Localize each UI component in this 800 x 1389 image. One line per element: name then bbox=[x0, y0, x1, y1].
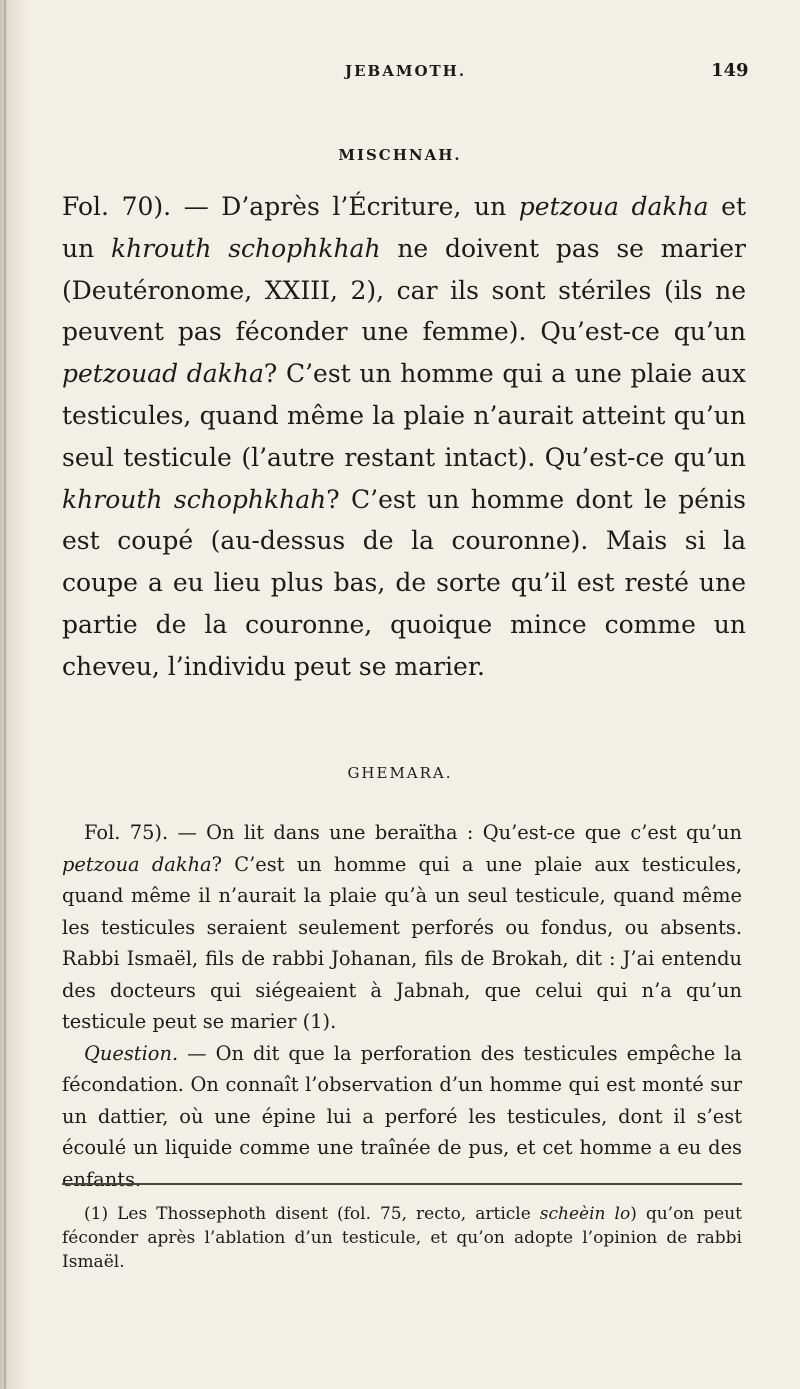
text-run: ) qu’on peut féconder après l’ablation d’un testicule, et qu’on adopte l’opinion de rabbi Ismaël. bbox=[62, 1204, 742, 1272]
italic-term: Question. bbox=[84, 1041, 179, 1065]
ghemara-body bbox=[62, 817, 742, 1195]
text-run: ? C’est un homme dont le pénis est coupé (au-dessus de la couronne). Mais si la coupe a eu lieu plus bas, de sorte qu’il est resté une partie de la couronne, quoique mince comme un cheveu, l’individu peut se marier. bbox=[62, 484, 746, 681]
text-run: Fol. 75). — On lit dans une beraïtha : Qu’est-ce que c’est qu’un bbox=[84, 821, 742, 844]
ghemara-heading: GHEMARA. bbox=[347, 764, 453, 782]
text-run: ? C’est un homme qui a une plaie aux testicules, quand même la plaie n’aurait atteint qu’un seul testicule (l’autre restant intact). Qu’est-ce qu’un bbox=[62, 359, 746, 472]
text-run: et un bbox=[62, 192, 746, 263]
text-run: ne doivent pas se marier (Deutéronome, XXIII, 2), car ils sont stériles (ils ne peuvent pas féconder une femme). Qu’est-ce qu’un bbox=[62, 233, 746, 347]
binding-gutter bbox=[4, 0, 6, 1389]
italic-term: scheèin lo bbox=[539, 1204, 631, 1224]
text-run: ? C’est un homme qui a une plaie aux testicules, quand même il n’aurait la plaie qu’à un seul testicule, quand même les testicules seraient seulement perforés ou fondus, ou absents. Rabbi Ismaël, fils de rabbi Johanan, fils de Brokah, dit : J’ai entendu des docteurs qui siégeaient à Jabnah, que celui qui n’a qu’un testicule peut se marier (1). bbox=[62, 852, 742, 1033]
italic-term: khrouth schophkhah bbox=[62, 484, 327, 514]
italic-term: petzouad dakha bbox=[62, 359, 264, 389]
text-run: (1) Les Thossephoth disent (fol. 75, recto, article bbox=[84, 1204, 540, 1224]
text-run: — On dit que la perforation des testicules empêche la fécondation. On connaît l’observation d’un homme qui est monté sur un dattier, où une épine lui a perforé les testicules, dont il s’est écoulé un liquide comme une traînée de pus, et cet homme a eu des enfants. bbox=[62, 1041, 742, 1191]
footnote bbox=[62, 1202, 742, 1274]
italic-term: petzoua dakha bbox=[62, 852, 212, 876]
text-run: Fol. 70). — D’après l’Écriture, un bbox=[62, 192, 519, 221]
mischnah-heading: MISCHNAH. bbox=[338, 146, 462, 164]
page-number: 149 bbox=[711, 60, 749, 81]
italic-term: khrouth schophkhah bbox=[110, 233, 381, 263]
italic-term: petzoua dakha bbox=[518, 192, 709, 221]
page-header bbox=[0, 60, 800, 84]
ghemara-paragraph-2 bbox=[62, 1038, 742, 1196]
running-title: JEBAMOTH. bbox=[345, 62, 467, 80]
ghemara-paragraph-1 bbox=[62, 817, 742, 1038]
footnote-rule bbox=[62, 1183, 742, 1185]
mischnah-paragraph bbox=[62, 186, 746, 688]
